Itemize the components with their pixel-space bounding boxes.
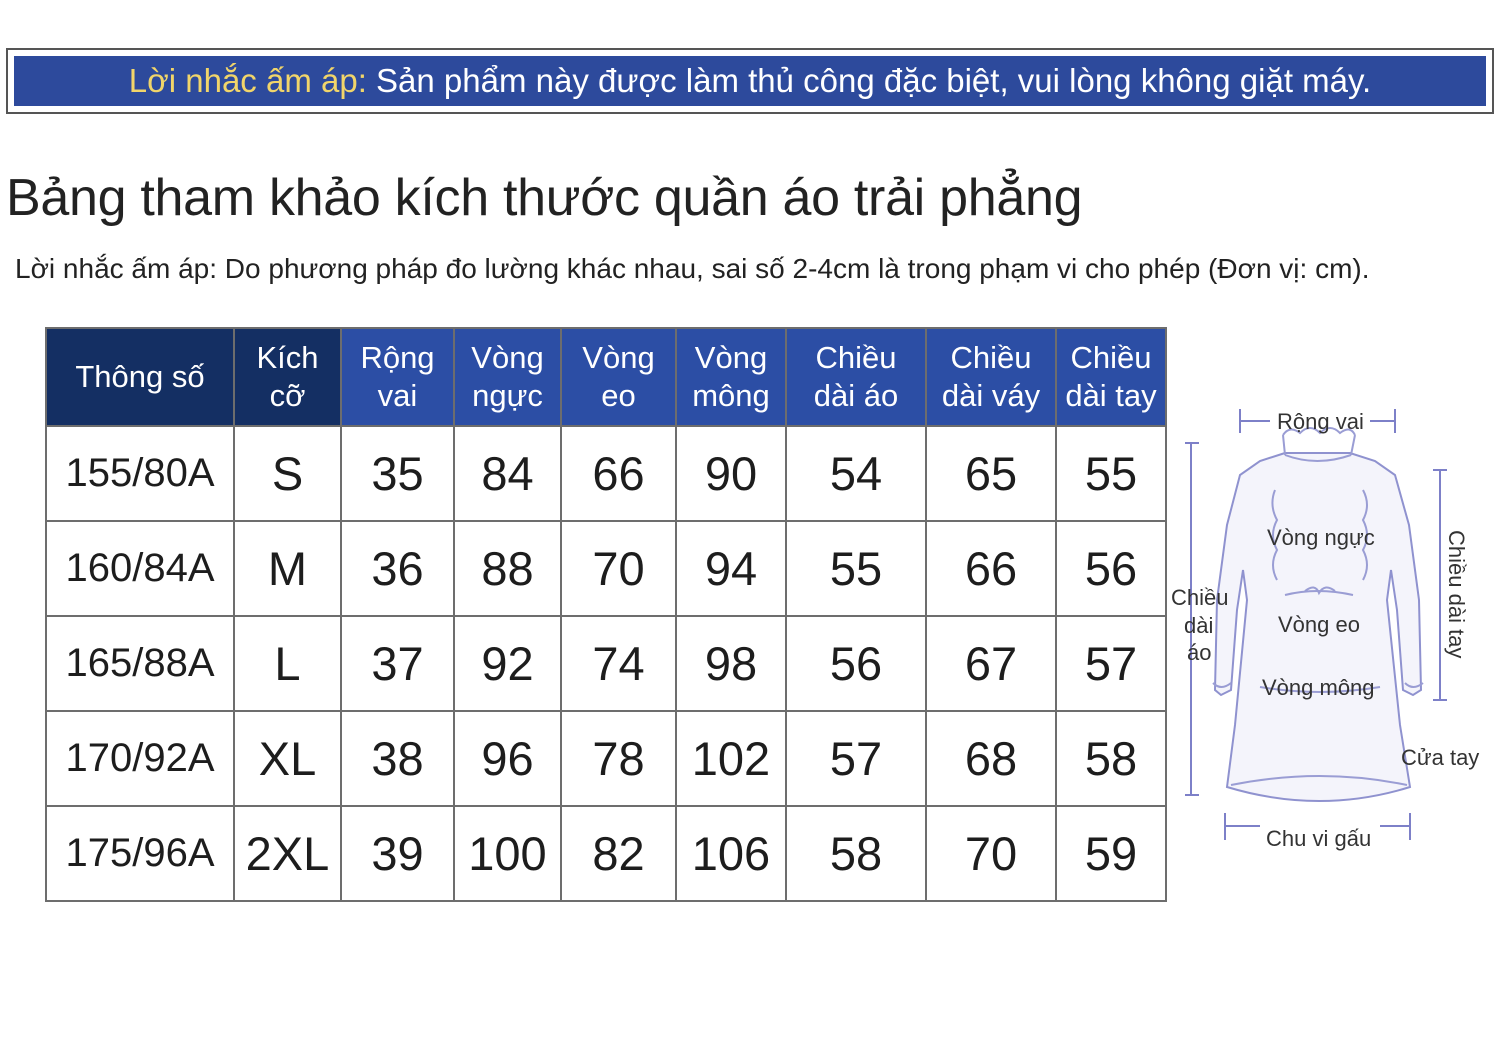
table-row (46, 806, 1166, 901)
label-waist: Vòng eo (1278, 612, 1360, 637)
cell-sleeve-length: 57 (1056, 616, 1166, 711)
cell-size: L (234, 616, 341, 711)
cell-chest: 100 (454, 806, 561, 901)
cell-dress-length: 66 (926, 521, 1056, 616)
cell-waist: 66 (561, 426, 676, 521)
cell-top-length: 57 (786, 711, 926, 806)
cell-hip: 90 (676, 426, 786, 521)
cell-chest: 88 (454, 521, 561, 616)
cell-hip: 106 (676, 806, 786, 901)
label-hip: Vòng mông (1262, 675, 1375, 700)
label-hem: Chu vi gấu (1266, 826, 1372, 851)
table-row (46, 616, 1166, 711)
cell-chest: 96 (454, 711, 561, 806)
measurement-diagram (1165, 395, 1495, 865)
label-length-line2: dài (1184, 613, 1214, 638)
cell-size: S (234, 426, 341, 521)
page-title: Bảng tham khảo kích thước quần áo trải phẳng (6, 169, 1083, 227)
cell-waist: 74 (561, 616, 676, 711)
header-sleeve-length: Chiều dài tay (1056, 328, 1166, 426)
label-sleeve-length: Chiều dài tay (1444, 530, 1469, 659)
cell-size: XL (234, 711, 341, 806)
cell-chest: 92 (454, 616, 561, 711)
header-chest: Vòng ngực (454, 328, 561, 426)
cell-chest: 84 (454, 426, 561, 521)
header-spec: Thông số (46, 328, 234, 426)
label-length-line1: Chiều (1171, 585, 1229, 610)
cell-dress-length: 70 (926, 806, 1056, 901)
label-cuff: Cửa tay (1401, 745, 1480, 770)
header-shoulder: Rộng vai (341, 328, 454, 426)
cell-hip: 102 (676, 711, 786, 806)
cell-shoulder: 38 (341, 711, 454, 806)
cell-waist: 70 (561, 521, 676, 616)
table-row (46, 711, 1166, 806)
header-waist: Vòng eo (561, 328, 676, 426)
care-notice-banner (14, 56, 1486, 106)
cell-spec: 160/84A (46, 521, 234, 616)
header-top-length: Chiều dài áo (786, 328, 926, 426)
cell-top-length: 55 (786, 521, 926, 616)
cell-dress-length: 68 (926, 711, 1056, 806)
label-length-line3: áo (1187, 640, 1212, 665)
table-row (46, 426, 1166, 521)
cell-spec: 175/96A (46, 806, 234, 901)
banner-highlight: Lời nhắc ấm áp: (128, 62, 367, 99)
cell-sleeve-length: 55 (1056, 426, 1166, 521)
cell-dress-length: 67 (926, 616, 1056, 711)
measurement-note: Lời nhắc ấm áp: Do phương pháp đo lường khác nhau, sai số 2-4cm là trong phạm vi cho phép (Đơn vị: cm). (15, 253, 1370, 284)
cell-sleeve-length: 56 (1056, 521, 1166, 616)
cell-top-length: 56 (786, 616, 926, 711)
header-size: Kích cỡ (234, 328, 341, 426)
cell-sleeve-length: 59 (1056, 806, 1166, 901)
table-header-row (46, 328, 1166, 426)
header-hip: Vòng mông (676, 328, 786, 426)
table-row (46, 521, 1166, 616)
header-dress-length: Chiều dài váy (926, 328, 1056, 426)
cell-dress-length: 65 (926, 426, 1056, 521)
cell-spec: 165/88A (46, 616, 234, 711)
cell-shoulder: 37 (341, 616, 454, 711)
cell-shoulder: 39 (341, 806, 454, 901)
cell-shoulder: 36 (341, 521, 454, 616)
cell-hip: 98 (676, 616, 786, 711)
cell-size: 2XL (234, 806, 341, 901)
banner-text: Sản phẩm này được làm thủ công đặc biệt, vui lòng không giặt máy. (376, 62, 1372, 99)
cell-top-length: 54 (786, 426, 926, 521)
cell-size: M (234, 521, 341, 616)
cell-spec: 170/92A (46, 711, 234, 806)
cell-shoulder: 35 (341, 426, 454, 521)
cell-spec: 155/80A (46, 426, 234, 521)
cell-hip: 94 (676, 521, 786, 616)
size-table (45, 327, 1167, 902)
cell-top-length: 58 (786, 806, 926, 901)
label-chest: Vòng ngực (1267, 525, 1375, 550)
label-shoulder: Rộng vai (1277, 409, 1364, 434)
cell-waist: 78 (561, 711, 676, 806)
cell-waist: 82 (561, 806, 676, 901)
dress-diagram-svg (1165, 395, 1495, 865)
cell-sleeve-length: 58 (1056, 711, 1166, 806)
